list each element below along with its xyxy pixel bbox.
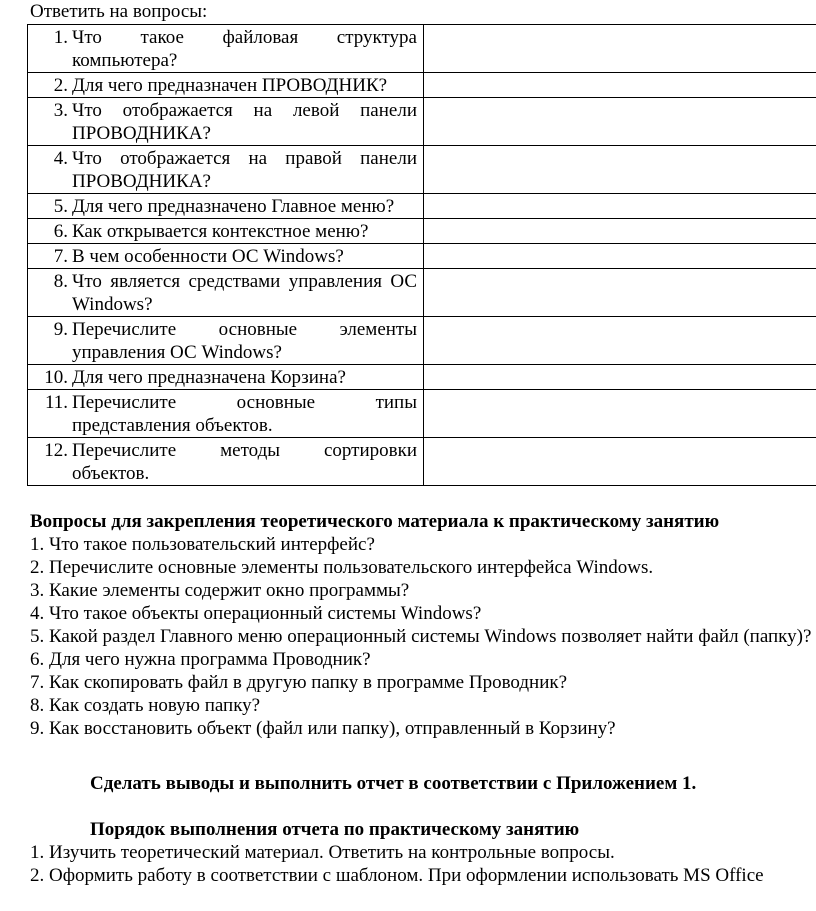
question-text: Для чего предназначена Корзина? <box>72 367 346 388</box>
question-text: Перечислите основные элементы управления ОС Windows? <box>72 319 417 363</box>
answer-cell[interactable] <box>424 98 816 146</box>
question-cell <box>28 390 424 438</box>
question-number: 12. <box>44 440 68 461</box>
question-number: 2. <box>53 75 68 96</box>
question-text: Что такое файловая структура компьютера? <box>72 27 417 71</box>
answer-cell[interactable] <box>424 146 816 194</box>
report-heading: Порядок выполнения отчета по практическому занятию <box>90 819 580 840</box>
answer-cell[interactable] <box>424 219 816 244</box>
intro-text: Ответить на вопросы: <box>30 1 208 22</box>
reinforcement-item: 8. Как создать новую папку? <box>30 695 261 716</box>
answer-cell[interactable] <box>424 317 816 365</box>
question-number: 8. <box>53 271 68 292</box>
question-number: 10. <box>44 367 68 388</box>
question-text: Для чего предназначено Главное меню? <box>72 196 395 217</box>
question-row <box>28 219 816 244</box>
reinforcement-item: 3. Какие элементы содержит окно программы? <box>30 580 410 601</box>
question-text: В чем особенности ОС Windows? <box>72 246 344 267</box>
question-text: Для чего предназначен ПРОВОДНИК? <box>72 75 388 96</box>
question-number: 11. <box>44 392 68 413</box>
reinforcement-heading: Вопросы для закрепления теоретического материала к практическому занятию <box>30 511 720 532</box>
question-cell <box>28 365 424 390</box>
reinforcement-item: 9. Как восстановить объект (файл или папку), отправленный в Корзину? <box>30 718 616 739</box>
question-number: 9. <box>53 319 68 340</box>
question-cell <box>28 438 424 486</box>
question-text: Что отображается на правой панели ПРОВОДНИКА? <box>72 148 417 192</box>
conclusion-text: Сделать выводы и выполнить отчет в соответствии с Приложением 1. <box>90 773 697 794</box>
reinforcement-item: 2. Перечислите основные элементы пользовательского интерфейса Windows. <box>30 557 654 578</box>
question-cell <box>28 219 424 244</box>
reinforcement-item: 1. Что такое пользовательский интерфейс? <box>30 534 375 555</box>
question-row <box>28 438 816 486</box>
answer-cell[interactable] <box>424 269 816 317</box>
question-text: Перечислите методы сортировки объектов. <box>72 440 417 484</box>
question-row <box>28 269 816 317</box>
question-cell <box>28 269 424 317</box>
question-text: Перечислите основные типы представления объектов. <box>72 392 417 436</box>
report-section <box>30 818 816 887</box>
question-row <box>28 194 816 219</box>
reinforcement-item: 6. Для чего нужна программа Проводник? <box>30 649 371 670</box>
question-text: Как открывается контекстное меню? <box>72 221 369 242</box>
answer-cell[interactable] <box>424 194 816 219</box>
reinforcement-item: 5. Какой раздел Главного меню операционный системы Windows позволяет найти файл (папку)? <box>30 626 812 647</box>
question-number: 6. <box>53 221 68 242</box>
reinforcement-item: 7. Как скопировать файл в другую папку в программе Проводник? <box>30 672 568 693</box>
question-text: Что отображается на левой панели ПРОВОДНИКА? <box>72 100 417 144</box>
answer-cell[interactable] <box>424 365 816 390</box>
question-row <box>28 244 816 269</box>
answer-cell[interactable] <box>424 390 816 438</box>
question-cell <box>28 244 424 269</box>
answer-cell[interactable] <box>424 25 816 73</box>
answer-cell[interactable] <box>424 244 816 269</box>
question-number: 3. <box>53 100 68 121</box>
question-row <box>28 73 816 98</box>
question-cell <box>28 146 424 194</box>
report-item: 1. Изучить теоретический материал. Ответить на контрольные вопросы. <box>30 842 615 863</box>
questions-table <box>27 24 816 486</box>
report-item: 2. Оформить работу в соответствии с шаблоном. При оформлении использовать MS Office <box>30 865 764 886</box>
reinforcement-item: 4. Что такое объекты операционный системы Windows? <box>30 603 482 624</box>
question-cell <box>28 98 424 146</box>
question-cell <box>28 73 424 98</box>
question-row <box>28 25 816 73</box>
question-cell <box>28 25 424 73</box>
question-cell <box>28 317 424 365</box>
question-number: 7. <box>53 246 68 267</box>
question-row <box>28 146 816 194</box>
question-number: 1. <box>53 27 68 48</box>
question-row <box>28 98 816 146</box>
reinforcement-section <box>30 510 816 740</box>
answer-cell[interactable] <box>424 438 816 486</box>
question-text: Что является средствами управления ОС Windows? <box>72 271 417 315</box>
question-row <box>28 390 816 438</box>
question-cell <box>28 194 424 219</box>
question-number: 5. <box>53 196 68 217</box>
question-number: 4. <box>53 148 68 169</box>
answer-cell[interactable] <box>424 73 816 98</box>
question-row <box>28 317 816 365</box>
question-row <box>28 365 816 390</box>
